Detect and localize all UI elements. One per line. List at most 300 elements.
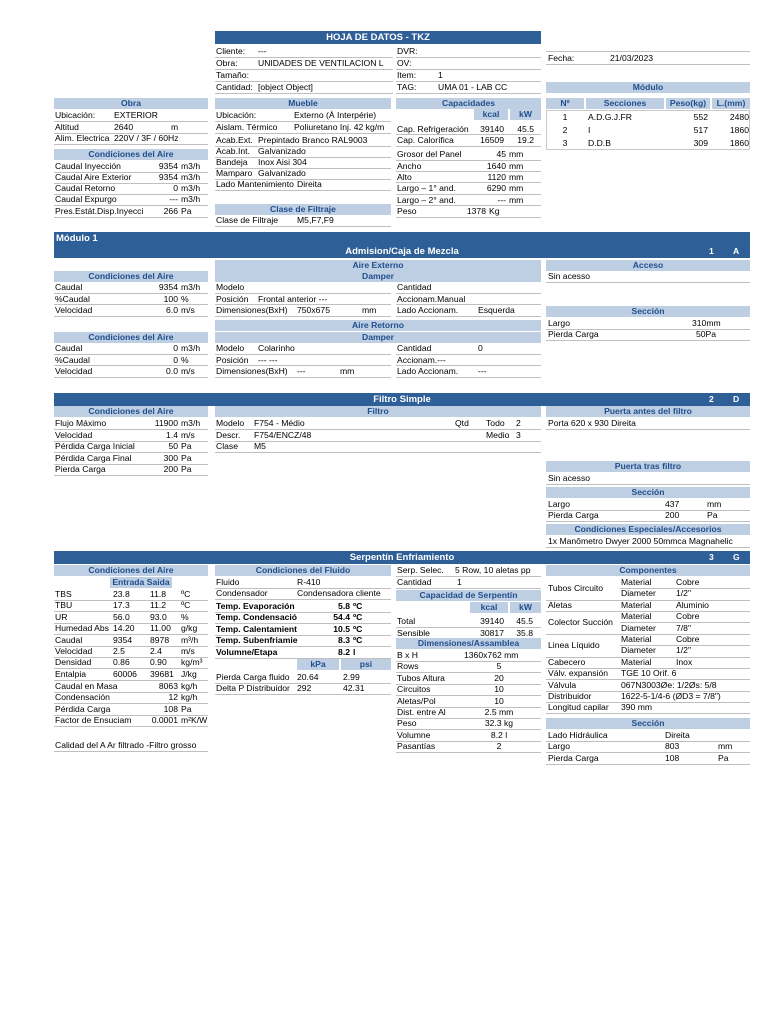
dext-pos-label: Posición xyxy=(216,294,249,304)
temp-value: 8.2 xyxy=(338,646,350,657)
sec3-air2-label: Factor de Ensuciam xyxy=(55,715,132,726)
table-row: 552 xyxy=(693,112,708,122)
sec3-air-unit: ºC xyxy=(181,600,191,611)
sec3-air2-value: 12 xyxy=(168,692,178,703)
sec3-air-unit: ºC xyxy=(181,589,191,599)
component-name: Cabecero xyxy=(548,656,586,667)
sec3-air-entrada: 14.20 xyxy=(113,623,135,634)
cliente-value: --- xyxy=(258,46,267,56)
cap-row-kcal: 39140 xyxy=(480,124,504,134)
dim-row-value: 10 xyxy=(494,695,504,706)
dim-row-value: 20 xyxy=(494,672,504,683)
table-row: 1860 xyxy=(729,138,749,148)
dvr-label: DVR: xyxy=(397,46,418,56)
sec2-row-label: Pérdida Carga Final xyxy=(55,453,132,463)
table-row: 1860 xyxy=(729,125,749,135)
sec3-air-entrada: 23.8 xyxy=(113,589,130,599)
modulo-col-secciones: Secciones xyxy=(586,98,664,109)
sec1-cond-title: Condiciones del Aire xyxy=(54,271,208,282)
sec1-ret-unit: % xyxy=(181,355,189,365)
sec2-pierda-label: Pierda Carga xyxy=(548,510,599,520)
sec2-row-label: Pérdida Carga Inicial xyxy=(55,441,135,451)
sec3-air-entrada: 17.3 xyxy=(113,600,130,611)
sec2-row-label: Velocidad xyxy=(55,430,93,440)
mueble-row-value: Galvanizado xyxy=(258,168,306,178)
sec2-largo-unit: mm xyxy=(707,499,722,509)
sec1-seccion-title: Sección xyxy=(546,306,750,317)
sec2-row-unit: Pa xyxy=(181,441,192,451)
cond-row-value: 266 xyxy=(163,206,178,216)
filtro-clase-value: M5 xyxy=(254,441,266,451)
dext-dim-unit: mm xyxy=(362,305,377,315)
sec1-row-value: 6.0 xyxy=(166,305,178,315)
cap-row-kw: 19.2 xyxy=(517,135,534,145)
dret-acc-label: Accionam.--- xyxy=(397,355,446,365)
cond-esp-value: 1x Manômetro Dwyer 2000 50mmca Magnahelic xyxy=(548,536,733,546)
cap-col-kw: kW xyxy=(510,109,541,120)
ov-label: OV: xyxy=(397,58,412,68)
cond-row-label: Caudal Retorno xyxy=(55,183,116,193)
temp-value: 5.8 xyxy=(338,601,350,611)
table-row: 2 xyxy=(562,125,568,135)
section-1-code: A xyxy=(733,246,740,256)
aire-retorno-title: Aire Retorno xyxy=(215,320,541,331)
cond-row-value: 9354 xyxy=(158,161,178,171)
filtraje-label: Clase de Filtraje xyxy=(216,215,279,225)
sec2-row-unit: Pa xyxy=(181,464,192,474)
kpa-header: kPa xyxy=(297,659,339,670)
sec2-largo-label: Largo xyxy=(548,499,570,509)
component-name: Aletas xyxy=(548,599,572,610)
dret-lado-label: Lado Accionam. xyxy=(397,366,459,376)
sec3-air-entrada: 9354 xyxy=(113,634,133,645)
table-row: A.D.G.J.FR xyxy=(588,112,632,122)
sec3-seccion-value: Direita xyxy=(665,730,690,740)
cantidad-value: [object Object] xyxy=(258,82,313,92)
filtraje-value: M5,F7,F9 xyxy=(297,215,334,225)
sec3-air-label: Caudal xyxy=(55,634,83,645)
filtraje-title: Clase de Filtraje xyxy=(215,204,391,215)
condensador-label: Condensador xyxy=(216,588,268,598)
sec3-cond-title: Condiciones del Aire xyxy=(54,565,208,576)
sec3-seccion-title: Sección xyxy=(546,718,750,729)
obra-row-unit: m xyxy=(171,122,179,132)
sec3-air2-unit: Pa xyxy=(181,703,192,714)
sec1-ret-value: 0 xyxy=(173,343,178,353)
sec3-air-saida: 11.8 xyxy=(150,589,167,599)
extra-label: Válvula xyxy=(548,679,577,690)
mueble-row-label: Mamparo xyxy=(216,168,253,178)
dret-cant-label: Cantidad xyxy=(397,343,432,353)
sec3-seccion-unit: Pa xyxy=(718,752,729,763)
dim-row-label: Tubos Altura xyxy=(397,672,445,683)
cond-row-label: Pres.Estát.Disp.Inyecci xyxy=(55,206,144,216)
dret-modelo-label: Modelo xyxy=(216,343,245,353)
aire-externo-title: Aire Externo xyxy=(215,260,541,271)
sec3-seccion-label: Largo xyxy=(548,741,570,752)
cond-row-label: Caudal Inyección xyxy=(55,161,121,171)
cap-serp-kcal-value: 39140 xyxy=(480,616,504,626)
sec2-row-unit: m3/h xyxy=(181,418,201,428)
mueble-row-value: Poliuretano Inj. 42 kg/m xyxy=(294,122,385,132)
dim-value: 1378 xyxy=(466,206,486,216)
modulo-col-n: Nº xyxy=(546,98,584,109)
filtro-clase-label: Clase xyxy=(216,441,238,451)
sec3-air-saida: 11.2 xyxy=(150,600,167,611)
dim-row-value: 32.3 kg xyxy=(484,718,514,729)
table-row: 3 xyxy=(562,138,568,148)
sec3-air-entrada: 60006 xyxy=(113,668,137,679)
acceso-title: Acceso xyxy=(546,260,750,271)
fluido-value: R-410 xyxy=(297,577,321,587)
sec1-row-unit: m/s xyxy=(181,305,195,315)
component-attr-value: Aluminio xyxy=(676,599,709,610)
extra-value: 390 mm xyxy=(621,702,653,713)
obra-row-label: Altitud xyxy=(55,122,79,132)
sec1-ret-unit: m/s xyxy=(181,366,195,376)
cap-serp-title: Capacidad de Serpentín xyxy=(396,590,541,601)
table-row: 2480 xyxy=(729,112,749,122)
component-name: Tubos Circuito xyxy=(548,582,604,593)
row-divider xyxy=(620,588,750,589)
section-2-bar: Filtro Simple xyxy=(54,393,750,406)
modulo-1-bar: Módulo 1 xyxy=(54,232,750,245)
dret-dim-value: --- xyxy=(297,366,306,376)
dim-row-label: Peso xyxy=(397,718,417,729)
dim-label: Grosor del Panel xyxy=(397,149,462,159)
obra-value: UNIDADES DE VENTILACION L xyxy=(258,58,384,68)
dim-row-label: Aletas/Pol xyxy=(397,695,436,706)
row-divider xyxy=(396,752,541,753)
dim-label: Ancho xyxy=(397,161,422,171)
table-row: I xyxy=(588,125,591,135)
dext-dim-value: 750x675 xyxy=(297,305,330,315)
table-row: 1 xyxy=(562,112,568,122)
cap-row-label: Cap. Refrigeración xyxy=(397,124,469,134)
extra-label: Válv. expansión xyxy=(548,668,609,679)
cliente-label: Cliente: xyxy=(216,46,246,56)
dret-cant-value: 0 xyxy=(478,343,483,353)
sec3-air-entrada: 0.86 xyxy=(113,657,130,668)
dim-unit: mm xyxy=(509,195,524,205)
temp-value: 8.3 xyxy=(338,635,350,646)
item-value: 1 xyxy=(438,70,443,80)
dim-row-value: 8.2 l xyxy=(490,729,508,740)
row-divider xyxy=(546,713,750,714)
cond-row-unit: Pa xyxy=(181,206,192,216)
cond-row-unit: m3/h xyxy=(181,172,201,182)
dim-value: 1120 xyxy=(487,172,506,182)
section-2-code: D xyxy=(733,394,740,404)
calidad-text: Calidad del A Ar filtrado -Filtro grosso xyxy=(55,740,197,750)
component-attr: Material xyxy=(621,634,652,644)
sec1-ret-label: Caudal xyxy=(55,343,83,353)
cond-aire-title: Condiciones del Aire xyxy=(54,149,208,160)
puerta-antes-value: Porta 620 x 930 Direita xyxy=(548,418,636,428)
dim-row-value: 10 xyxy=(494,684,504,695)
mueble-title: Mueble xyxy=(215,98,391,109)
component-attr: Diameter xyxy=(621,588,656,599)
dim-unit: mm xyxy=(509,161,524,171)
sec3-air2-unit: kg/h xyxy=(181,681,198,691)
damper-title: Damper xyxy=(215,271,541,282)
sec3-air-unit: % xyxy=(181,611,189,622)
sec3-air2-unit: kg/h xyxy=(181,692,198,703)
extra-value: 1622-5-1/4-6 (ØD3 = 7/8") xyxy=(621,691,721,701)
dret-dim-unit: mm xyxy=(340,366,355,376)
temp-label: Temp. Calentamient xyxy=(216,623,298,634)
temp-unit: l xyxy=(353,646,356,657)
section-3-num: 3 xyxy=(709,552,714,562)
sec3-air-saida: 93.0 xyxy=(150,611,167,622)
mueble-row-value: Inox Aisi 304 xyxy=(258,157,307,167)
serp-cant-value: 1 xyxy=(457,577,462,587)
section-3-bar: Serpentín Enfriamiento xyxy=(54,551,750,564)
dim-row-value: 1360x762 mm xyxy=(464,650,519,660)
obra-title: Obra xyxy=(54,98,208,109)
sec3-air-unit: J/kg xyxy=(181,668,197,679)
mueble-row-value: Prepintado Branco RAL9003 xyxy=(258,135,368,145)
filtro-medio-label: Medio xyxy=(486,430,510,440)
sec1-ret-label: %Caudal xyxy=(55,355,90,365)
sec3-air-saida: 11.00 xyxy=(150,623,171,634)
filtro-title: Filtro xyxy=(215,406,541,417)
dim-unit: Kg xyxy=(489,206,500,216)
row-divider xyxy=(546,764,750,765)
mueble-row-value: Galvanizado xyxy=(258,146,306,156)
sec3-air2-value: 0.0001 xyxy=(151,715,178,726)
mueble-row-label: Lado Mantenimiento xyxy=(216,179,294,189)
filtro-descr-value: F754/ENCZ/48 xyxy=(254,430,312,440)
obra-row-label: Ubicación: xyxy=(55,110,96,120)
cap-row-kcal: 16509 xyxy=(480,135,504,145)
dim-value: 45 xyxy=(496,149,506,159)
sec3-air-saida: 8978 xyxy=(150,634,170,645)
tag-value: UMA 01 - LAB CC xyxy=(438,82,508,92)
tamano-label: Tamaño: xyxy=(216,70,249,80)
sec2-pierda-value: 200 xyxy=(665,510,680,520)
dim-unit: mm xyxy=(509,183,524,193)
sec1-ret-unit: m3/h xyxy=(181,343,201,353)
press-psi: 2.99 xyxy=(343,672,360,682)
obra-row-value: 220V / 3F / 60Hz xyxy=(114,133,179,143)
mueble-row-label: Acab.Int. xyxy=(216,146,250,156)
dim-unit: mm xyxy=(509,149,524,159)
mueble-row-label: Bandeja xyxy=(216,157,248,167)
sec1-ret-value: 0.0 xyxy=(166,366,178,376)
modulo-table-title: Módulo xyxy=(546,82,750,93)
sec3-air2-value: 8063 xyxy=(158,681,178,691)
sec2-row-value: 50 xyxy=(168,441,178,451)
press-label: Pierda Carga fluido xyxy=(216,672,290,682)
component-attr-value: Cobre xyxy=(676,611,700,622)
table-row: 309 xyxy=(693,138,708,148)
dim-value: 1640 xyxy=(486,161,506,171)
dim-label: Alto xyxy=(397,172,412,182)
puerta-antes-title: Puerta antes del filtro xyxy=(546,406,750,417)
sec2-seccion-title: Sección xyxy=(546,487,750,498)
dext-cant-label: Cantidad xyxy=(397,282,432,292)
dim-row-label: Volumne xyxy=(397,729,431,740)
sec3-air-label: TBU xyxy=(55,600,73,611)
component-attr-value: Inox xyxy=(676,656,693,667)
sec2-cond-title: Condiciones del Aire xyxy=(54,406,208,417)
cap-row-kw: 45.5 xyxy=(517,124,534,134)
filtro-todo-label: Todo xyxy=(486,418,505,428)
sec3-air-entrada: 2.5 xyxy=(113,646,125,656)
sec1-row-label: Caudal xyxy=(55,282,83,292)
section-2-num: 2 xyxy=(709,394,714,404)
sec3-air-saida: 39681 xyxy=(150,668,174,679)
temp-unit: ºC xyxy=(353,635,363,646)
item-label: Item: xyxy=(397,70,417,80)
condensador-value: Condensadora cliente xyxy=(297,588,381,598)
dim-value: --- xyxy=(497,195,506,205)
extra-value: TGE 10 Orif. 6 xyxy=(621,668,677,679)
obra-row-value: 2640 xyxy=(114,122,134,132)
serp-sel-label: Serp. Selec. xyxy=(397,565,444,575)
sec1-row-value: 100 xyxy=(163,294,178,304)
temp-unit: ºC xyxy=(353,623,363,634)
sec3-air-label: Entalpia xyxy=(55,668,87,679)
dim-assamblea-title: Dimensiones/Assamblea xyxy=(396,638,541,649)
tag-label: TAG: xyxy=(397,82,417,92)
acceso-value: Sin acesso xyxy=(548,271,591,281)
press-psi: 42.31 xyxy=(343,683,365,693)
dim-row-label: Dist. entre Al xyxy=(397,707,446,717)
sec3-air-label: TBS xyxy=(55,589,72,599)
component-attr: Material xyxy=(621,577,652,587)
obra-row-value: EXTERIOR xyxy=(114,110,158,120)
temp-unit: ºC xyxy=(353,612,363,623)
fluido-label: Fluido xyxy=(216,577,240,587)
dim-value: 6290 xyxy=(486,183,506,193)
dext-lado-label: Lado Accionam. xyxy=(397,305,459,315)
cond-row-label: Caudal Aire Exterior xyxy=(55,172,132,182)
sec3-air-entrada: 56.0 xyxy=(113,611,130,622)
sec2-row-value: 1.4 xyxy=(166,430,178,440)
dim-label: Largo – 2° and. xyxy=(397,195,456,205)
cap-serp-label: Total xyxy=(397,616,416,626)
mueble-row-value: Direita xyxy=(297,179,322,189)
dim-row-value: 2.5 mm xyxy=(484,707,514,717)
dim-row-label: B x H xyxy=(397,650,419,660)
dext-modelo-label: Modelo xyxy=(216,282,245,292)
temp-label: Temp. Subenfriamie xyxy=(216,635,298,646)
sec2-row-label: Flujo Máximo xyxy=(55,418,107,428)
dim-row-label: Pasantías xyxy=(397,741,436,752)
sheet-title: HOJA DE DATOS - TKZ xyxy=(215,31,541,44)
sec3-air-label: Densidad xyxy=(55,657,92,668)
fecha-value: 21/03/2023 xyxy=(610,53,654,63)
sec1-largo-value: 310mm xyxy=(692,318,721,328)
sec2-row-value: 300 xyxy=(163,453,178,463)
sec3-seccion-label: Lado Hidráulica xyxy=(548,730,608,740)
cond-row-label: Caudal Expurgo xyxy=(55,194,117,204)
cond-row-unit: m3/h xyxy=(181,161,201,171)
dim-row-label: Rows xyxy=(397,661,419,672)
component-attr-value: 7/8" xyxy=(676,622,691,633)
sec1-row-label: %Caudal xyxy=(55,294,90,304)
dext-acc-label: Accionam.Manual xyxy=(397,294,466,304)
component-attr-value: 1/2" xyxy=(676,645,691,656)
serp-cant-label: Cantidad xyxy=(397,577,432,587)
sec3-air-label: Humedad Abs xyxy=(55,623,109,634)
sec3-seccion-label: Pierda Carga xyxy=(548,752,599,763)
fluido-title: Condiciones del Fluido xyxy=(215,565,391,576)
sec3-air-unit: m³/h xyxy=(181,634,199,645)
dim-row-value: 5 xyxy=(496,661,502,672)
sec1-pierda-label: Pierda Carga xyxy=(548,329,599,339)
component-name: Linea Líquido xyxy=(548,639,600,650)
obra-label: Obra: xyxy=(216,58,238,68)
dim-unit: mm xyxy=(509,172,524,182)
cond-row-value: 9354 xyxy=(158,172,178,182)
row-divider xyxy=(620,622,750,623)
sec2-row-value: 200 xyxy=(163,464,178,474)
dret-pos-label: Posición xyxy=(216,355,249,365)
dret-lado-value: --- xyxy=(478,366,487,376)
sec1-ret-label: Velocidad xyxy=(55,366,93,376)
component-attr: Material xyxy=(621,611,652,622)
section-1-bar: Admision/Caja de Mezcla xyxy=(54,245,750,258)
cond-row-unit: m3/h xyxy=(181,183,201,193)
componentes-title: Componentes xyxy=(546,565,750,576)
mueble-row-label: Acab.Ext. xyxy=(216,135,253,145)
dret-dim-label: Dimensiones(BxH) xyxy=(216,366,288,376)
component-attr: Diameter xyxy=(621,645,656,656)
sec1-ret-value: 0 xyxy=(173,355,178,365)
cantidad-label: Cantidad: xyxy=(216,82,253,92)
component-name: Colector Succión xyxy=(548,616,613,627)
extra-label: Distribuidor xyxy=(548,691,592,701)
press-label: Delta P Distribuidor xyxy=(216,683,290,693)
mueble-row-value: Externo (À Interpérie) xyxy=(294,110,377,120)
row-divider xyxy=(54,726,208,727)
temp-value: 54.4 xyxy=(333,612,350,623)
section-1-num: 1 xyxy=(709,246,714,256)
cap-serp-kw: kW xyxy=(510,602,541,613)
component-attr-value: 1/2" xyxy=(676,588,691,599)
section-3-code: G xyxy=(733,552,740,562)
mueble-row-label: Aislam. Térmico xyxy=(216,122,278,132)
sec3-air-unit: kg/m³ xyxy=(181,657,203,668)
cap-row-label: Cap. Calorífica xyxy=(397,135,454,145)
row-divider xyxy=(620,645,750,646)
sec3-air2-label: Caudal en Masa xyxy=(55,681,118,691)
temp-label: Volumne/Etapa xyxy=(216,646,278,657)
press-kpa: 20.64 xyxy=(297,672,319,682)
sec1-row-unit: m3/h xyxy=(181,282,201,292)
dim-label: Peso xyxy=(397,206,417,216)
sec2-row-value: 11900 xyxy=(154,418,178,428)
obra-row-label: Alim. Electrica xyxy=(55,133,110,143)
dret-modelo-value: Colarinho xyxy=(258,343,295,353)
cap-serp-kcal-value: 30817 xyxy=(480,628,504,638)
press-kpa: 292 xyxy=(297,683,312,693)
filtro-modelo-label: Modelo xyxy=(216,418,245,428)
dim-label: Largo – 1° and. xyxy=(397,183,456,193)
cond-row-value: 0 xyxy=(173,183,178,193)
damper-title-2: Damper xyxy=(215,332,541,343)
sec2-largo-value: 437 xyxy=(665,499,680,509)
temp-unit: ºC xyxy=(353,601,363,611)
component-attr-value: Cobre xyxy=(676,634,700,644)
sec3-air-saida: 2.4 xyxy=(150,646,162,656)
fecha-label: Fecha: xyxy=(548,53,575,63)
component-attr: Material xyxy=(621,656,652,667)
dim-row-value: 2 xyxy=(496,741,502,752)
